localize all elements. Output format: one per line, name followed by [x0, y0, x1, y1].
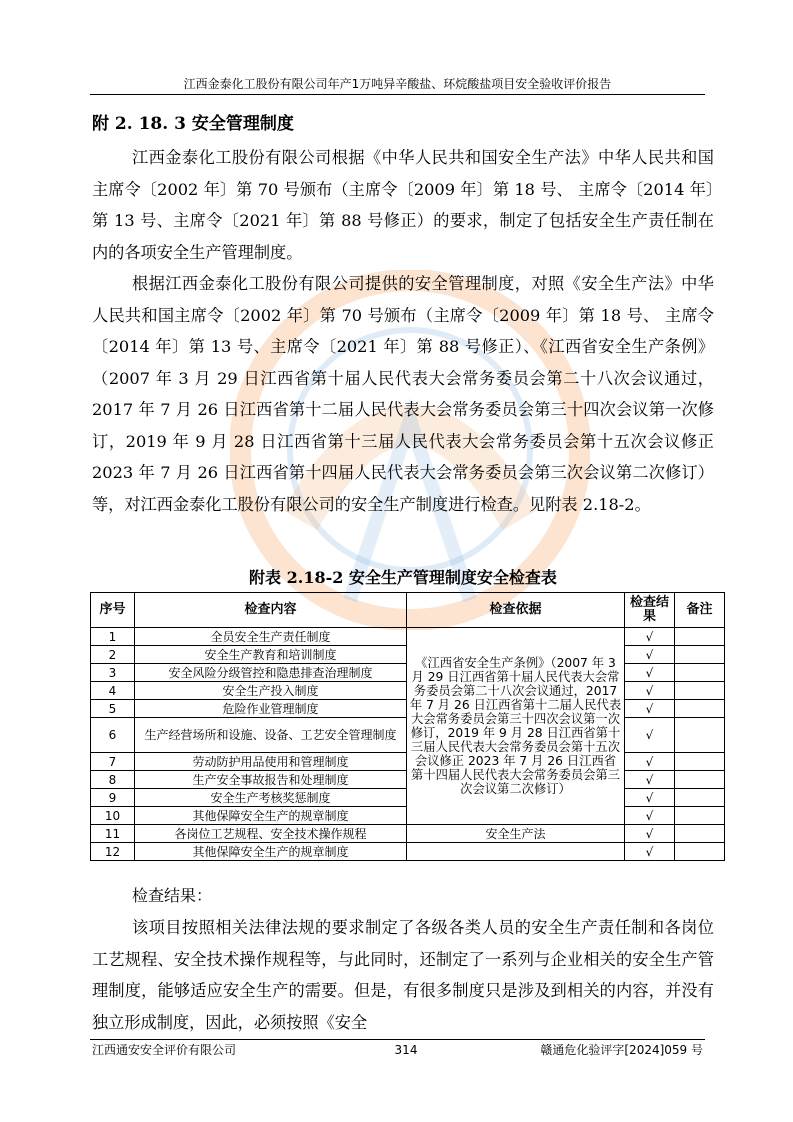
- table-row: [91, 628, 725, 646]
- row-remark: [675, 843, 725, 861]
- row-no: 4: [91, 682, 135, 700]
- row-no: 2: [91, 646, 135, 664]
- row-result: √: [625, 753, 675, 771]
- row-result: √: [625, 700, 675, 718]
- row-result: √: [625, 646, 675, 664]
- header-remark: 备注: [675, 593, 725, 628]
- row-no: 7: [91, 753, 135, 771]
- row-remark: [675, 700, 725, 718]
- footer-document-code: 赣通危化验评字[2024]059 号: [540, 1043, 703, 1057]
- row-no: 3: [91, 664, 135, 682]
- row-remark: [675, 807, 725, 825]
- header-divider: [90, 94, 705, 95]
- row-content: 生产经营场所和设施、设备、工艺安全管理制度: [135, 718, 407, 753]
- row-content: 安全生产考核奖惩制度: [135, 789, 407, 807]
- row-remark: [675, 664, 725, 682]
- row-basis-empty: [407, 843, 625, 861]
- paragraph-3: 该项目按照相关法律法规的要求制定了各级各类人员的安全生产责任制和各岗位工艺规程、安全技术操作规程等，与此同时，还制定了一系列与企业相关的安全生产管理制度，能够适应安全生产的需要。但是，有很多制度只是涉及到相关的内容，并没有独立形成制度，因此，必须按照《安全: [92, 918, 714, 1032]
- row-content: 劳动防护用品使用和管理制度: [135, 753, 407, 771]
- row-remark: [675, 646, 725, 664]
- row-remark: [675, 789, 725, 807]
- row-no: 8: [91, 771, 135, 789]
- row-no: 12: [91, 843, 135, 861]
- row-content: 各岗位工艺规程、安全技术操作规程: [135, 825, 407, 843]
- paragraph-1: 江西金泰化工股份有限公司根据《中华人民共和国安全生产法》中华人民共和国主席令〔2002 年〕第 70 号颁布（主席令〔2009 年〕第 18 号、 主席令〔2014 年〕第 13 号、主席令〔2021 年〕第 88 号修正）的要求，制定了包括安全生产责任制在内的各项安全生产管理制度。: [92, 148, 714, 262]
- row-content: 生产安全事故报告和处理制度: [135, 771, 407, 789]
- page-number: 314: [394, 1043, 418, 1057]
- header-no: 序号: [91, 593, 135, 628]
- row-remark: [675, 718, 725, 753]
- row-result: √: [625, 682, 675, 700]
- row-no: 9: [91, 789, 135, 807]
- paragraph-2: 根据江西金泰化工股份有限公司提供的安全管理制度，对照《安全生产法》中华人民共和国主席令〔2002 年〕第 70 号颁布（主席令〔2009 年〕第 18 号、 主席令〔2014 年〕第 13 号、主席令〔2021 年〕第 88 号修正）、《江西省安全生产条例》（2007 年 3 月 29 日江西省第十届人民代表大会常务委员会第二十八次会议通过，2017 年 7 月 26 日江西省第十二届人民代表大会常务委员会第三十四次会议第一次修订，2019 年 9 月 28 日江西省第十三届人民代表大会常务委员会第十五次会议修正 2023 年 7 月 26 日江西省第十四届人民代表大会常务委员会第三次会议第二次修订）等，对江西金泰化工股份有限公司的安全生产制度进行检查。见附表 2.18-2。: [92, 274, 714, 514]
- row-remark: [675, 825, 725, 843]
- row-basis-group-1: 《江西省安全生产条例》（2007 年 3 月 29 日江西省第十届人民代表大会常务委员会第二十八次会议通过，2017 年 7 月 26 日江西省第十二届人民代表大会常务委员会第三十四次会议第一次修订，2019 年 9 月 28 日江西省第十三届人民代表大会常务委员会第十五次会议修正 2023 年 7 月 26 日江西省第十四届人民代表大会常务委员会第三次会议第二次修订）: [407, 628, 625, 825]
- table-title: 附表 2.18-2 安全生产管理制度安全检查表: [249, 568, 557, 587]
- row-result: √: [625, 825, 675, 843]
- footer-divider: [90, 1039, 705, 1040]
- row-no: 1: [91, 628, 135, 646]
- row-result: √: [625, 771, 675, 789]
- row-result: √: [625, 789, 675, 807]
- row-content: 其他保障安全生产的规章制度: [135, 807, 407, 825]
- row-remark: [675, 682, 725, 700]
- row-content: 安全风险分级管控和隐患排查治理制度: [135, 664, 407, 682]
- result-heading: 检查结果：: [132, 886, 213, 905]
- row-remark: [675, 753, 725, 771]
- row-result: √: [625, 664, 675, 682]
- row-no: 11: [91, 825, 135, 843]
- row-content: 全员安全生产责任制度: [135, 628, 407, 646]
- page-header: 江西金泰化工股份有限公司年产1万吨异辛酸盐、环烷酸盐项目安全验收评价报告: [183, 77, 612, 91]
- header-result: 检查结果: [625, 593, 675, 628]
- header-content: 检查内容: [135, 593, 407, 628]
- footer-company: 江西通安安全评价有限公司: [92, 1043, 237, 1057]
- table-header-row: [91, 593, 725, 628]
- safety-checklist-table: [90, 592, 725, 861]
- section-heading: 附 2. 18. 3 安全管理制度: [92, 114, 294, 134]
- row-no: 5: [91, 700, 135, 718]
- row-content: 危险作业管理制度: [135, 700, 407, 718]
- row-basis-group-2: 安全生产法: [407, 825, 625, 843]
- row-content: 其他保障安全生产的规章制度: [135, 843, 407, 861]
- row-result: √: [625, 628, 675, 646]
- row-content: 安全生产教育和培训制度: [135, 646, 407, 664]
- row-remark: [675, 628, 725, 646]
- header-basis: 检查依据: [407, 593, 625, 628]
- row-remark: [675, 771, 725, 789]
- row-content: 安全生产投入制度: [135, 682, 407, 700]
- row-result: √: [625, 807, 675, 825]
- row-no: 6: [91, 718, 135, 753]
- table-row: [91, 825, 725, 843]
- table-row: [91, 843, 725, 861]
- row-result: √: [625, 718, 675, 753]
- row-result: √: [625, 843, 675, 861]
- row-no: 10: [91, 807, 135, 825]
